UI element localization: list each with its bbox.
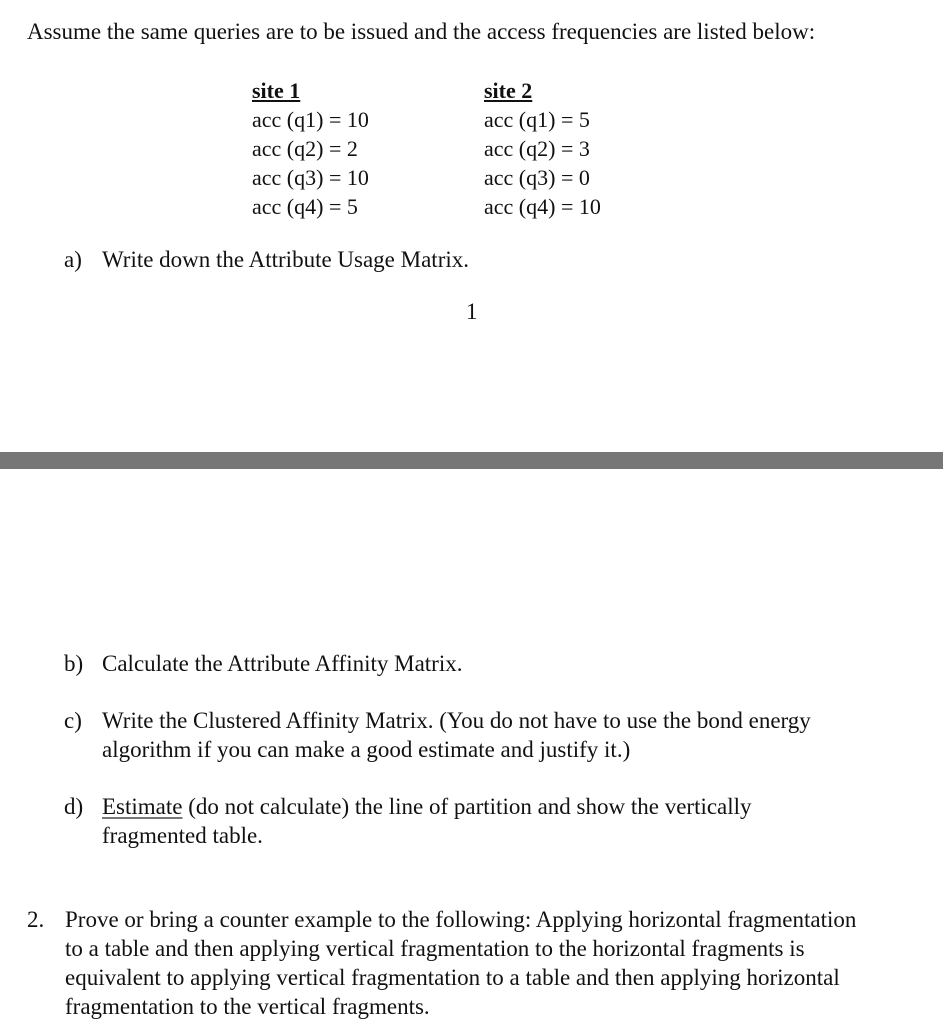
question-2-line: fragmentation to the vertical fragments. [65, 994, 430, 1019]
site-1-header: site 1 [252, 78, 301, 103]
site-2-row: acc (q2) = 3 [484, 136, 590, 161]
page-number: 1 [466, 299, 478, 324]
site-1-column [252, 76, 369, 221]
question-d-label: d) [64, 794, 84, 819]
question-d-line-1-rest: (do not calculate) the line of partition and show the vertically [182, 794, 752, 819]
site-2-header: site 2 [484, 78, 533, 103]
question-2-label: 2. [27, 907, 45, 932]
site-2-row: acc (q3) = 0 [484, 165, 590, 190]
site-2-row: acc (q4) = 10 [484, 194, 601, 219]
site-1-row: acc (q1) = 10 [252, 107, 369, 132]
site-1-row: acc (q2) = 2 [252, 136, 358, 161]
page-divider [0, 452, 943, 469]
site-2-column [484, 76, 601, 221]
question-c-line-1: Write the Clustered Affinity Matrix. (You do not have to use the bond energy [102, 708, 811, 733]
intro-text: Assume the same queries are to be issued and the access frequencies are listed below: [27, 19, 816, 44]
site-1-row: acc (q3) = 10 [252, 165, 369, 190]
question-c-line-2: algorithm if you can make a good estimate and justify it.) [102, 737, 631, 762]
site-1-row: acc (q4) = 5 [252, 194, 358, 219]
question-a-text: Write down the Attribute Usage Matrix. [102, 247, 469, 272]
site-2-row: acc (q1) = 5 [484, 107, 590, 132]
question-d-line-2: fragmented table. [102, 823, 263, 848]
question-b-label: b) [64, 651, 84, 676]
question-b-text: Calculate the Attribute Affinity Matrix. [102, 651, 463, 676]
question-2-line: equivalent to applying vertical fragmentation to a table and then applying horizontal [65, 965, 840, 990]
question-d-emphasis: Estimate [102, 794, 183, 819]
question-c-label: c) [64, 708, 82, 733]
question-2-line: to a table and then applying vertical fragmentation to the horizontal fragments is [65, 936, 805, 961]
question-a-label: a) [64, 247, 82, 272]
question-d-line-1 [102, 793, 752, 821]
question-2-line: Prove or bring a counter example to the following: Applying horizontal fragmentation [65, 907, 857, 932]
